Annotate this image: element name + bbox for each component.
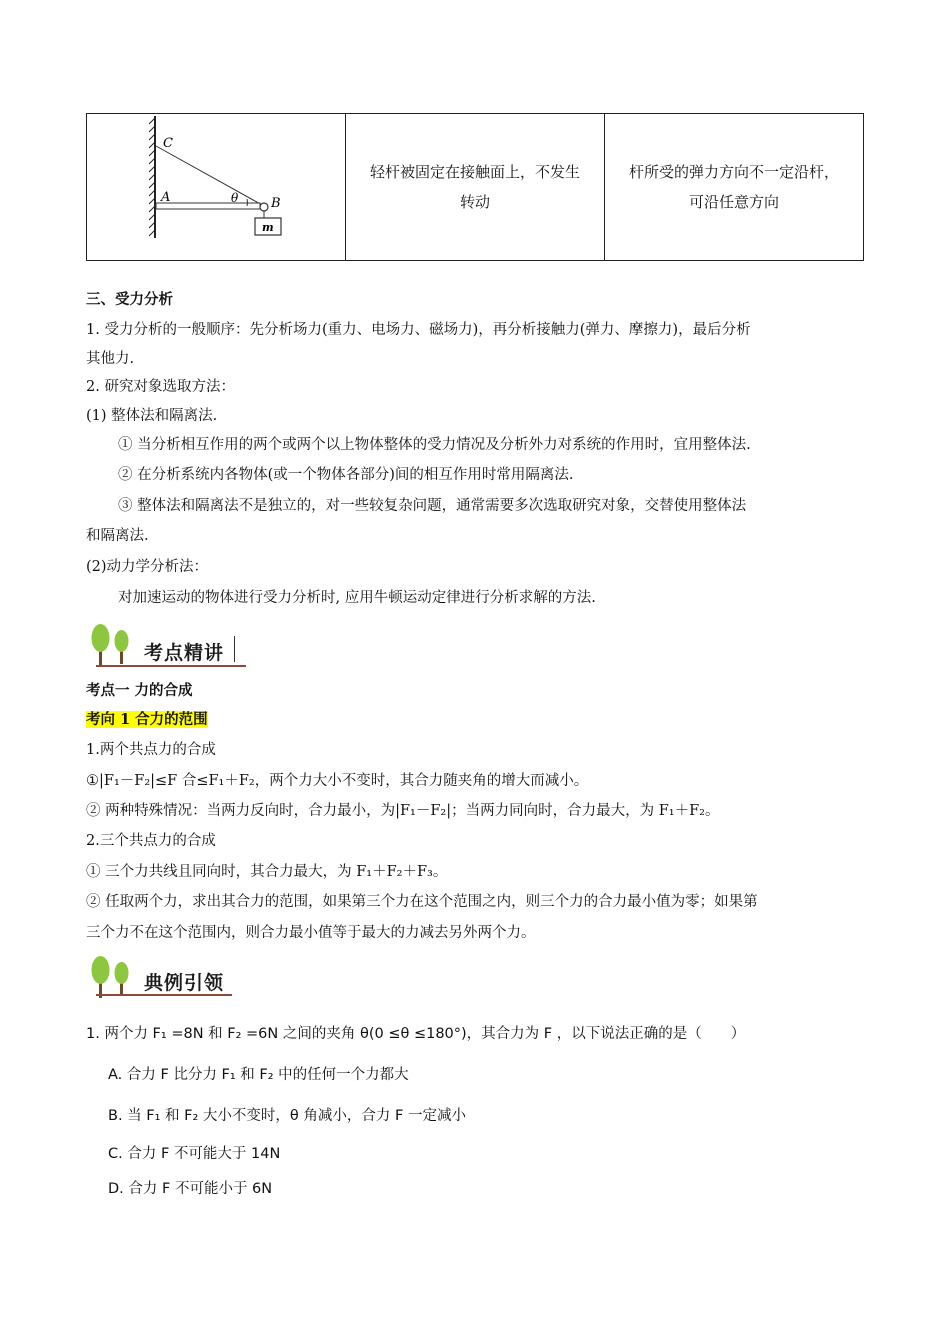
section3-c3-l2: 和隔离法. <box>86 528 149 544</box>
option-b[interactable]: B. 当 F₁ 和 F₂ 大小不变时，θ 角减小，合力 F 一定减小 <box>108 1108 466 1124</box>
kaodian-s2b-l1: ② 任取两个力，求出其合力的范围，如果第三个力在这个范围之内，则三个力的合力最小值为零；如果第 <box>86 894 758 910</box>
kaodian-title: 考点一 力的合成 <box>86 682 193 699</box>
banner-dianli <box>88 952 248 1000</box>
rod-diagram-cell <box>87 114 346 261</box>
section3-c1: ① 当分析相互作用的两个或两个以上物体整体的受力情况及分析外力对系统的作用时，宜用整体法. <box>118 437 751 453</box>
label-b: B <box>271 196 281 211</box>
label-theta: θ <box>231 191 239 205</box>
rod-condition-cell <box>346 114 605 261</box>
tree-icon <box>88 620 148 668</box>
rod-diagram <box>87 114 345 256</box>
section3-p1-l1: 1. 受力分析的一般顺序：先分析场力(重力、电场力、磁场力)，再分析接触力(弹力、摩擦力)，最后分析 <box>86 322 751 338</box>
kaodian-s1: 1.两个共点力的合成 <box>86 742 216 758</box>
option-d[interactable]: D. 合力 F 不可能小于 6N <box>108 1181 273 1197</box>
banner-dianli-title: 典例引领 <box>144 972 225 994</box>
banner-kaodian-title: 考点精讲 <box>144 642 225 664</box>
rod-force-cell <box>605 114 864 261</box>
rod-condition-line2: 转动 <box>459 193 490 211</box>
section3-p2: 2. 研究对象选取方法： <box>86 379 235 395</box>
banner-kaodian <box>88 620 248 668</box>
label-c: C <box>163 136 173 151</box>
kaodian-s1a: ①|F₁－F₂|≤F 合≤F₁＋F₂，两个力大小不变时，其合力随夹角的增大而减小。 <box>86 773 589 789</box>
option-a[interactable]: A. 合力 F 比分力 F₁ 和 F₂ 中的任何一个力都大 <box>108 1067 409 1083</box>
kaodian-s1b: ② 两种特殊情况：当两力反向时，合力最小，为|F₁－F₂|；当两力同向时，合力最大，为 F₁＋F₂。 <box>86 803 720 819</box>
tree-icon <box>88 952 148 1000</box>
section3-p4: (2)动力学分析法： <box>86 559 209 575</box>
label-a: A <box>161 190 171 205</box>
kaodian-highlight: 考向 1 合力的范围 <box>86 711 208 728</box>
question-stem: 1. 两个力 F₁ =8N 和 F₂ =6N 之间的夹角 θ(0 ≤θ ≤180°)，其合力为 F ，以下说法正确的是（ ） <box>86 1026 746 1042</box>
label-m: m <box>262 221 274 234</box>
kaodian-s2: 2.三个共点力的合成 <box>86 833 216 849</box>
kaodian-s2b-l2: 三个力不在这个范围内，则合力最小值等于最大的力减去另外两个力。 <box>86 925 536 941</box>
rod-condition-line1: 轻杆被固定在接触面上，不发生 <box>369 163 580 181</box>
section3-c2: ② 在分析系统内各物体(或一个物体各部分)间的相互作用时常用隔离法. <box>118 467 574 483</box>
section3-p3: (1) 整体法和隔离法. <box>86 408 218 424</box>
rod-force-line1: 杆所受的弹力方向不一定沿杆， <box>628 163 839 181</box>
section3-c3-l1: ③ 整体法和隔离法不是独立的，对一些较复杂问题，通常需要多次选取研究对象，交替使用整体法 <box>118 498 747 514</box>
section3-heading: 三、受力分析 <box>86 291 173 308</box>
section3-p1-l2: 其他力. <box>86 351 135 367</box>
section3-p5: 对加速运动的物体进行受力分析时, 应用牛顿运动定律进行分析求解的方法. <box>118 590 596 606</box>
option-c[interactable]: C. 合力 F 不可能大于 14N <box>108 1146 281 1162</box>
rod-table <box>86 113 864 261</box>
kaodian-s2a: ① 三个力共线且同向时，其合力最大，为 F₁＋F₂＋F₃。 <box>86 864 448 880</box>
rod-force-line2: 可沿任意方向 <box>688 193 779 211</box>
